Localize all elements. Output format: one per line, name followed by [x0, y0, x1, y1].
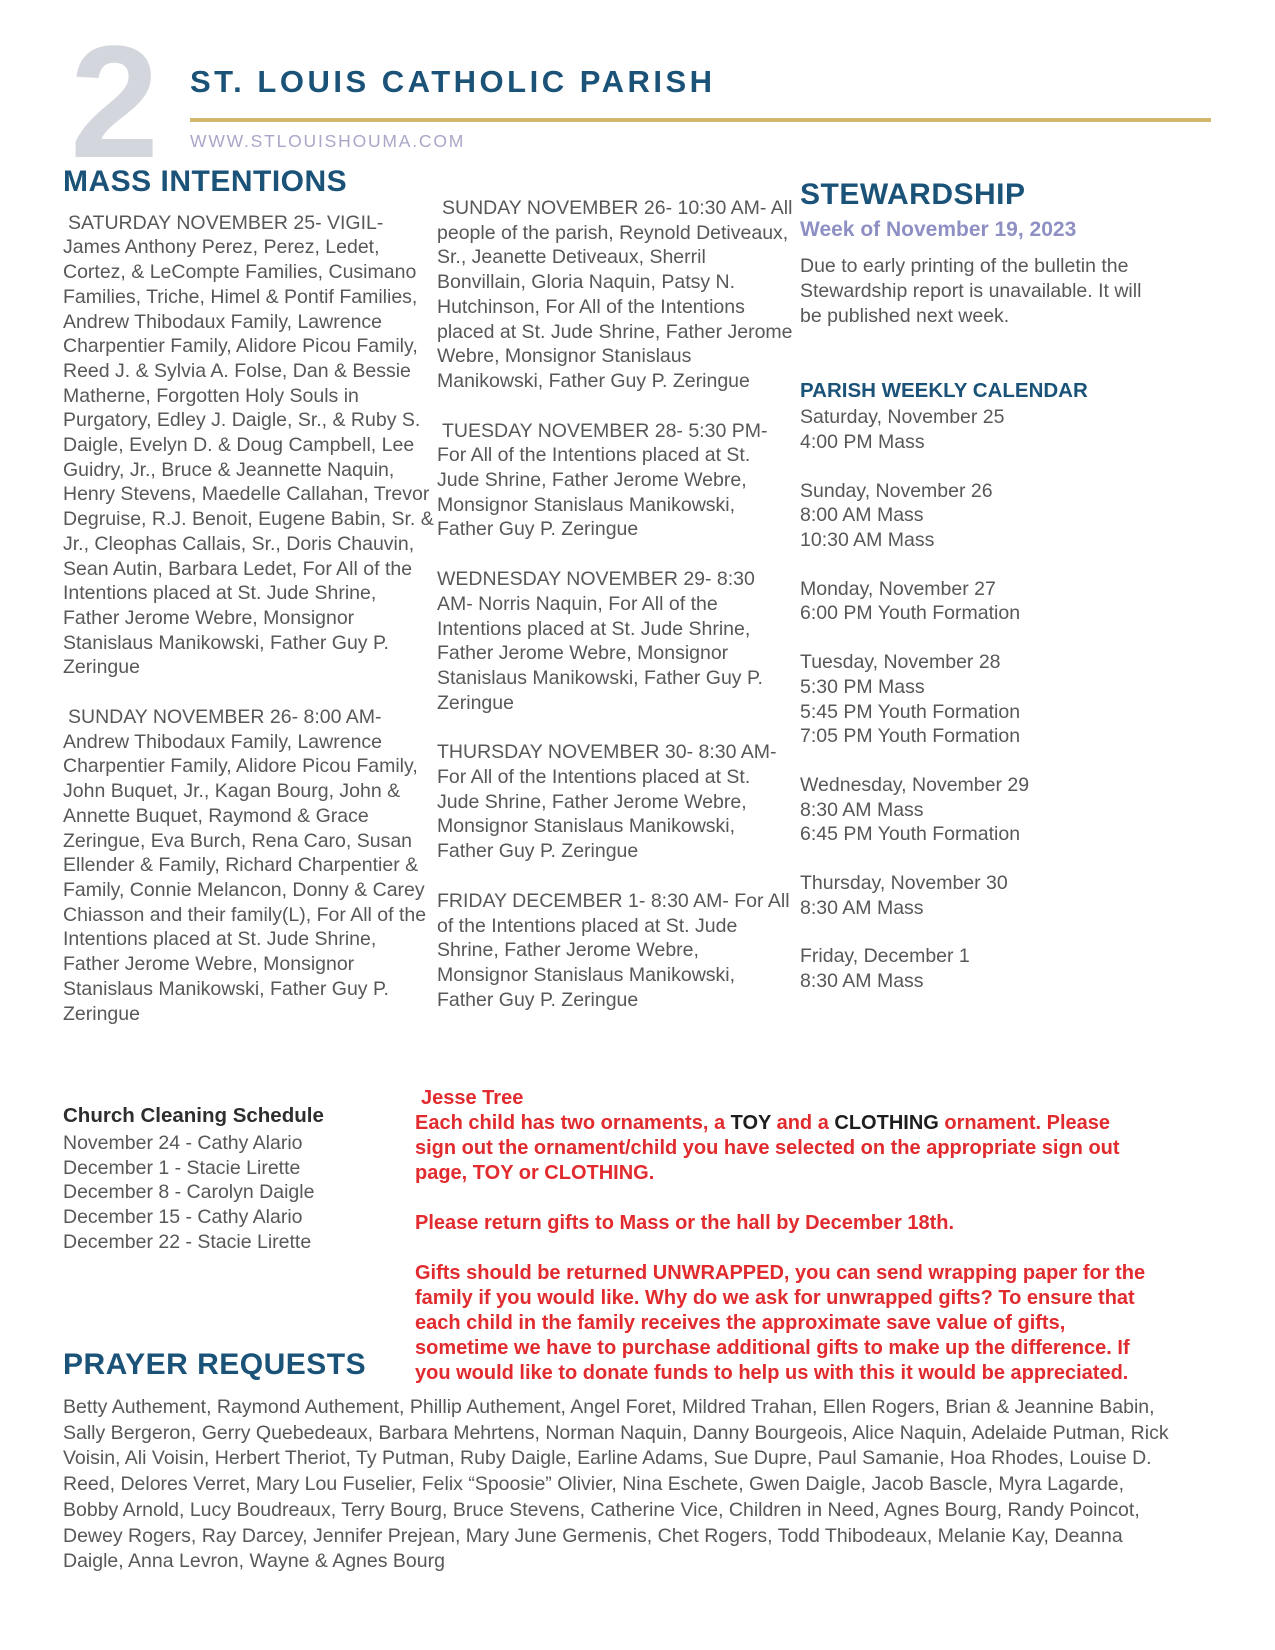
calendar-event: 5:30 PM Mass	[800, 675, 925, 698]
calendar-heading: PARISH WEEKLY CALENDAR	[800, 378, 1088, 402]
church-cleaning-schedule	[63, 1104, 435, 1254]
calendar-day	[800, 405, 1168, 454]
calendar-event: 6:00 PM Youth Formation	[800, 602, 1021, 625]
jesse-tree-text: Each child has two ornaments, a	[415, 1112, 731, 1134]
calendar-event: 8:30 AM Mass	[800, 970, 924, 993]
calendar-date: Monday, November 27	[800, 577, 996, 600]
calendar-event: 4:00 PM Mass	[800, 430, 925, 453]
parish-weekly-calendar	[800, 379, 1168, 994]
stewardship-notice: Due to early printing of the bulletin the Stewardship report is unavailable. It will be published next week.	[800, 255, 1142, 327]
prayer-requests-names: Betty Authement, Raymond Authement, Phillip Authement, Angel Foret, Mildred Trahan, Ellen Rogers, Brian & Jeannine Babin, Sally Bergeron, Gerry Quebedeaux, Barbara Mehrtens, Norman Naquin, Danny Bourgeois, Alice Naquin, Adelaide Putman, Rick Voisin, Ali Voisin, Herbert Theriot, Ty Putman, Ruby Daigle, Earline Adams, Sue Dupre, Paul Samanie, Hoa Rhodes, Louise D. Reed, Delores Verret, Mary Lou Fuselier, Felix “Spoosie” Olivier, Nina Eschete, Gwen Daigle, Jacob Bascle, Myra Lagarde, Bobby Arnold, Lucy Boudreaux, Terry Bourg, Bruce Stevens, Catherine Vice, Children in Need, Agnes Bourg, Randy Poincot, Dewey Rogers, Ray Darcey, Jennifer Prejean, Mary June Germenis, Chet Rogers, Todd Thibodeaux, Melanie Kay, Deanna Daigle, Anna Levron, Wayne & Agnes Bourg	[63, 1396, 1169, 1573]
jesse-tree-paragraph: Please return gifts to Mass or the hall by December 18th.	[415, 1212, 955, 1234]
calendar-event: 8:30 AM Mass	[800, 798, 924, 821]
stewardship-week: Week of November 19, 2023	[800, 217, 1077, 241]
calendar-event: 8:30 AM Mass	[800, 896, 924, 919]
page-number: 2	[70, 12, 159, 191]
mass-intentions-column-1	[63, 165, 435, 1254]
church-cleaning-item: December 22 - Stacie Lirette	[63, 1230, 312, 1253]
clothing-emphasis: CLOTHING	[834, 1112, 939, 1134]
prayer-requests-section	[63, 1348, 1175, 1575]
calendar-date: Friday, December 1	[800, 945, 970, 968]
gold-divider	[190, 118, 1211, 122]
calendar-day	[800, 479, 1168, 553]
calendar-event: 10:30 AM Mass	[800, 529, 935, 552]
calendar-date: Saturday, November 25	[800, 406, 1005, 429]
prayer-requests-heading: PRAYER REQUESTS	[63, 1348, 367, 1381]
jesse-tree-paragraph: Gifts should be returned UNWRAPPED, you can send wrapping paper for the family if you would like. Why do we ask for unwrapped gifts? To ensure that each child in the family receives the approximate save value of gifts, sometime we have to purchase additional gifts to make up the difference. If you would like to donate funds to help us with this it would be appreciated.	[415, 1262, 1146, 1384]
website-url: WWW.STLOUISHOUMA.COM	[190, 131, 466, 151]
jesse-tree-paragraph	[415, 1111, 1155, 1186]
calendar-date: Wednesday, November 29	[800, 773, 1030, 796]
mass-intention-paragraph: TUESDAY NOVEMBER 28- 5:30 PM- For All of the Intentions placed at St. Jude Shrine, Father Jerome Webre, Monsignor Stanislaus Manikowski, Father Guy P. Zeringue	[437, 419, 768, 541]
mass-intention-paragraph: WEDNESDAY NOVEMBER 29- 8:30 AM- Norris Naquin, For All of the Intentions placed at St. Jude Shrine, Father Jerome Webre, Monsignor Stanislaus Manikowski, Father Guy P. Zeringue	[437, 568, 763, 714]
mass-intentions-heading: MASS INTENTIONS	[63, 165, 348, 198]
parish-title: ST. LOUIS CATHOLIC PARISH	[190, 64, 716, 99]
church-cleaning-heading: Church Cleaning Schedule	[63, 1104, 324, 1128]
church-cleaning-item: December 1 - Stacie Lirette	[63, 1156, 301, 1179]
mass-intention-paragraph: SATURDAY NOVEMBER 25- VIGIL-James Anthony Perez, Perez, Ledet, Cortez, & LeCompte Families, Cusimano Families, Triche, Himel & Pontif Families, Andrew Thibodaux Family, Lawrence Charpentier Family, Alidore Picou Family, Reed J. & Sylvia A. Folse, Dan & Bessie Matherne, Forgotten Holy Souls in Purgatory, Edley J. Daigle, Sr., & Ruby S. Daigle, Evelyn D. & Doug Campbell, Lee Guidry, Jr., Bruce & Jeannette Naquin, Henry Stevens, Maedelle Callahan, Trevor Degruise, R.J. Benoit, Eugene Babin, Sr. & Jr., Cleophas Callais, Sr., Doris Chauvin, Sean Autin, Barbara Ledet, For All of the Intentions placed at St. Jude Shrine, Father Jerome Webre, Monsignor Stanislaus Manikowski, Father Guy P. Zeringue	[63, 211, 434, 679]
mass-intention-paragraph: FRIDAY DECEMBER 1- 8:30 AM- For All of the Intentions placed at St. Jude Shrine, Father Jerome Webre, Monsignor Stanislaus Manikowski, Father Guy P. Zeringue	[437, 889, 790, 1011]
mass-intention-paragraph: SUNDAY NOVEMBER 26- 8:00 AM-Andrew Thibodaux Family, Lawrence Charpentier Family, Alidore Picou Family, John Buquet, Jr., Kagan Bourg, John & Annette Buquet, Raymond & Grace Zeringue, Eva Burch, Rena Caro, Susan Ellender & Family, Richard Charpentier & Family, Connie Melancon, Donny & Carey Chiasson and their family(L), For All of the Intentions placed at St. Jude Shrine, Father Jerome Webre, Monsignor Stanislaus Manikowski, Father Guy P. Zeringue	[63, 706, 427, 1025]
jesse-tree-title: Jesse Tree	[421, 1087, 524, 1109]
calendar-event: 7:05 PM Youth Formation	[800, 725, 1021, 748]
mass-intentions-column-2	[437, 196, 793, 1037]
calendar-event: 5:45 PM Youth Formation	[800, 700, 1021, 723]
stewardship-heading: STEWARDSHIP	[800, 178, 1026, 211]
calendar-event: 6:45 PM Youth Formation	[800, 823, 1021, 846]
church-cleaning-item: November 24 - Cathy Alario	[63, 1131, 303, 1154]
calendar-day	[800, 773, 1168, 847]
calendar-event: 8:00 AM Mass	[800, 504, 924, 527]
stewardship-column	[800, 178, 1168, 994]
calendar-day	[800, 577, 1168, 626]
calendar-date: Thursday, November 30	[800, 872, 1008, 895]
calendar-day	[800, 944, 1168, 993]
church-cleaning-item: December 8 - Carolyn Daigle	[63, 1181, 315, 1204]
jesse-tree-text: and a	[771, 1112, 835, 1134]
mass-intention-paragraph: SUNDAY NOVEMBER 26- 10:30 AM- All people of the parish, Reynold Detiveaux, Sr., Jeanette Detiveaux, Sherril Bonvillain, Gloria Naquin, Patsy N. Hutchinson, For All of the Intentions placed at St. Jude Shrine, Father Jerome Webre, Monsignor Stanislaus Manikowski, Father Guy P. Zeringue	[437, 197, 793, 392]
calendar-date: Sunday, November 26	[800, 479, 993, 502]
mass-intention-paragraph: THURSDAY NOVEMBER 30- 8:30 AM- For All of the Intentions placed at St. Jude Shrine, Father Jerome Webre, Monsignor Stanislaus Manikowski, Father Guy P. Zeringue	[437, 741, 777, 863]
calendar-day	[800, 871, 1168, 920]
toy-emphasis: TOY	[730, 1112, 772, 1134]
church-cleaning-item: December 15 - Cathy Alario	[63, 1206, 303, 1229]
jesse-tree-text: ornament. Please sign out the ornament/child you have selected on the appropriate sign out page, TOY or CLOTHING.	[415, 1112, 1120, 1184]
calendar-date: Tuesday, November 28	[800, 651, 1001, 674]
calendar-day	[800, 650, 1168, 749]
